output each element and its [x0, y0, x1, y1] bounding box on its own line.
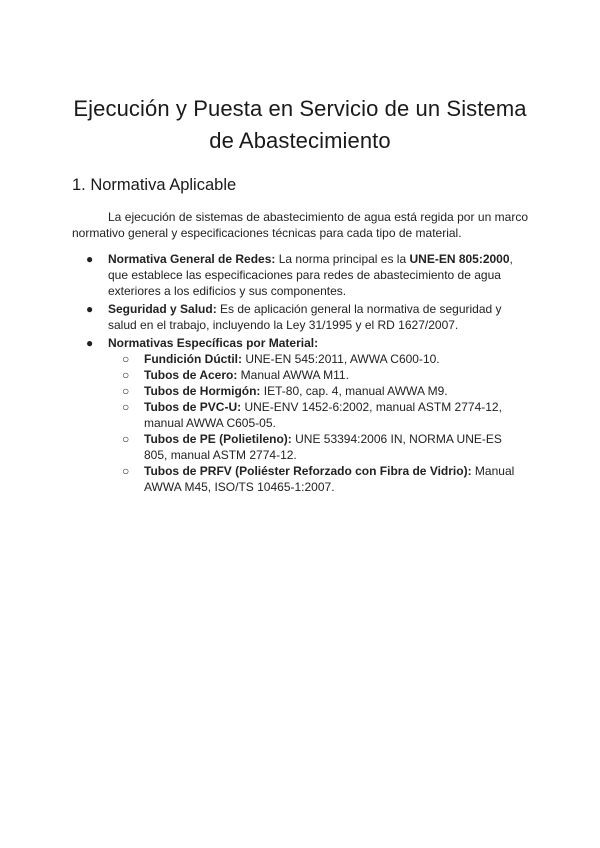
- sublist-item: [108, 431, 528, 463]
- sub-text: UNE-ENV 1452-6:2002, manual ASTM 2774-12, manual AWWA C605-05.: [144, 400, 502, 430]
- sublist-item: [108, 351, 528, 367]
- document-title: Ejecución y Puesta en Servicio de un Sistema de Abastecimiento: [73, 96, 527, 153]
- sublist-item: [108, 463, 528, 495]
- list-item-safety: [72, 301, 528, 333]
- circle-bullet-icon: ○: [122, 352, 130, 366]
- bullet-icon: ●: [86, 336, 94, 350]
- sublist-item: [108, 383, 528, 399]
- sub-label: Tubos de PVC-U:: [144, 400, 242, 414]
- material-sublist: [108, 351, 528, 495]
- circle-bullet-icon: ○: [122, 368, 130, 382]
- circle-bullet-icon: ○: [122, 432, 130, 446]
- sub-label: Tubos de PE (Polietileno):: [144, 432, 292, 446]
- circle-bullet-icon: ○: [122, 464, 130, 478]
- item-label: Normativa General de Redes:: [108, 252, 276, 266]
- bullet-icon: ●: [86, 302, 94, 316]
- bullet-icon: ●: [86, 252, 94, 266]
- sub-label: Tubos de Hormigón:: [144, 384, 261, 398]
- item-highlight: UNE-EN 805:2000: [409, 252, 510, 266]
- circle-bullet-icon: ○: [122, 400, 130, 414]
- sublist-item: [108, 367, 528, 383]
- sub-text: Manual AWWA M11.: [237, 368, 349, 382]
- sub-text: UNE-EN 545:2011, AWWA C600-10.: [242, 352, 440, 366]
- item-label: Normativas Específicas por Material:: [108, 336, 319, 350]
- sublist-item: [108, 399, 528, 431]
- intro-paragraph: La ejecución de sistemas de abastecimiento de agua está regida por un marco normativo general y especificaciones técnicas para cada tipo de material.: [72, 210, 528, 240]
- circle-bullet-icon: ○: [122, 384, 130, 398]
- sub-label: Tubos de Acero:: [144, 368, 238, 382]
- sub-label: Tubos de PRFV (Poliéster Reforzado con Fibra de Vidrio):: [144, 464, 472, 478]
- list-item-general: [72, 251, 528, 299]
- item-text: Es de aplicación general la normativa de seguridad y salud en el trabajo, incluyendo la Ley 31/1995 y el RD 1627/2007.: [108, 302, 502, 332]
- item-text: La norma principal es la: [275, 252, 410, 266]
- section-heading: 1. Normativa Aplicable: [72, 176, 237, 194]
- sub-text: Manual AWWA M45, ISO/TS 10465-1:2007.: [144, 464, 515, 494]
- regulation-list: [72, 251, 528, 497]
- sub-text: UNE 53394:2006 IN, NORMA UNE-ES 805, manual ASTM 2774-12.: [144, 432, 502, 462]
- item-text: , que establece las especificaciones para redes de abastecimiento de agua exteriores a los edificios y sus componentes.: [108, 252, 513, 298]
- list-item-materials: [72, 335, 528, 495]
- item-label: Seguridad y Salud:: [108, 302, 217, 316]
- sub-text: IET-80, cap. 4, manual AWWA M9.: [260, 384, 448, 398]
- sub-label: Fundición Dúctil:: [144, 352, 242, 366]
